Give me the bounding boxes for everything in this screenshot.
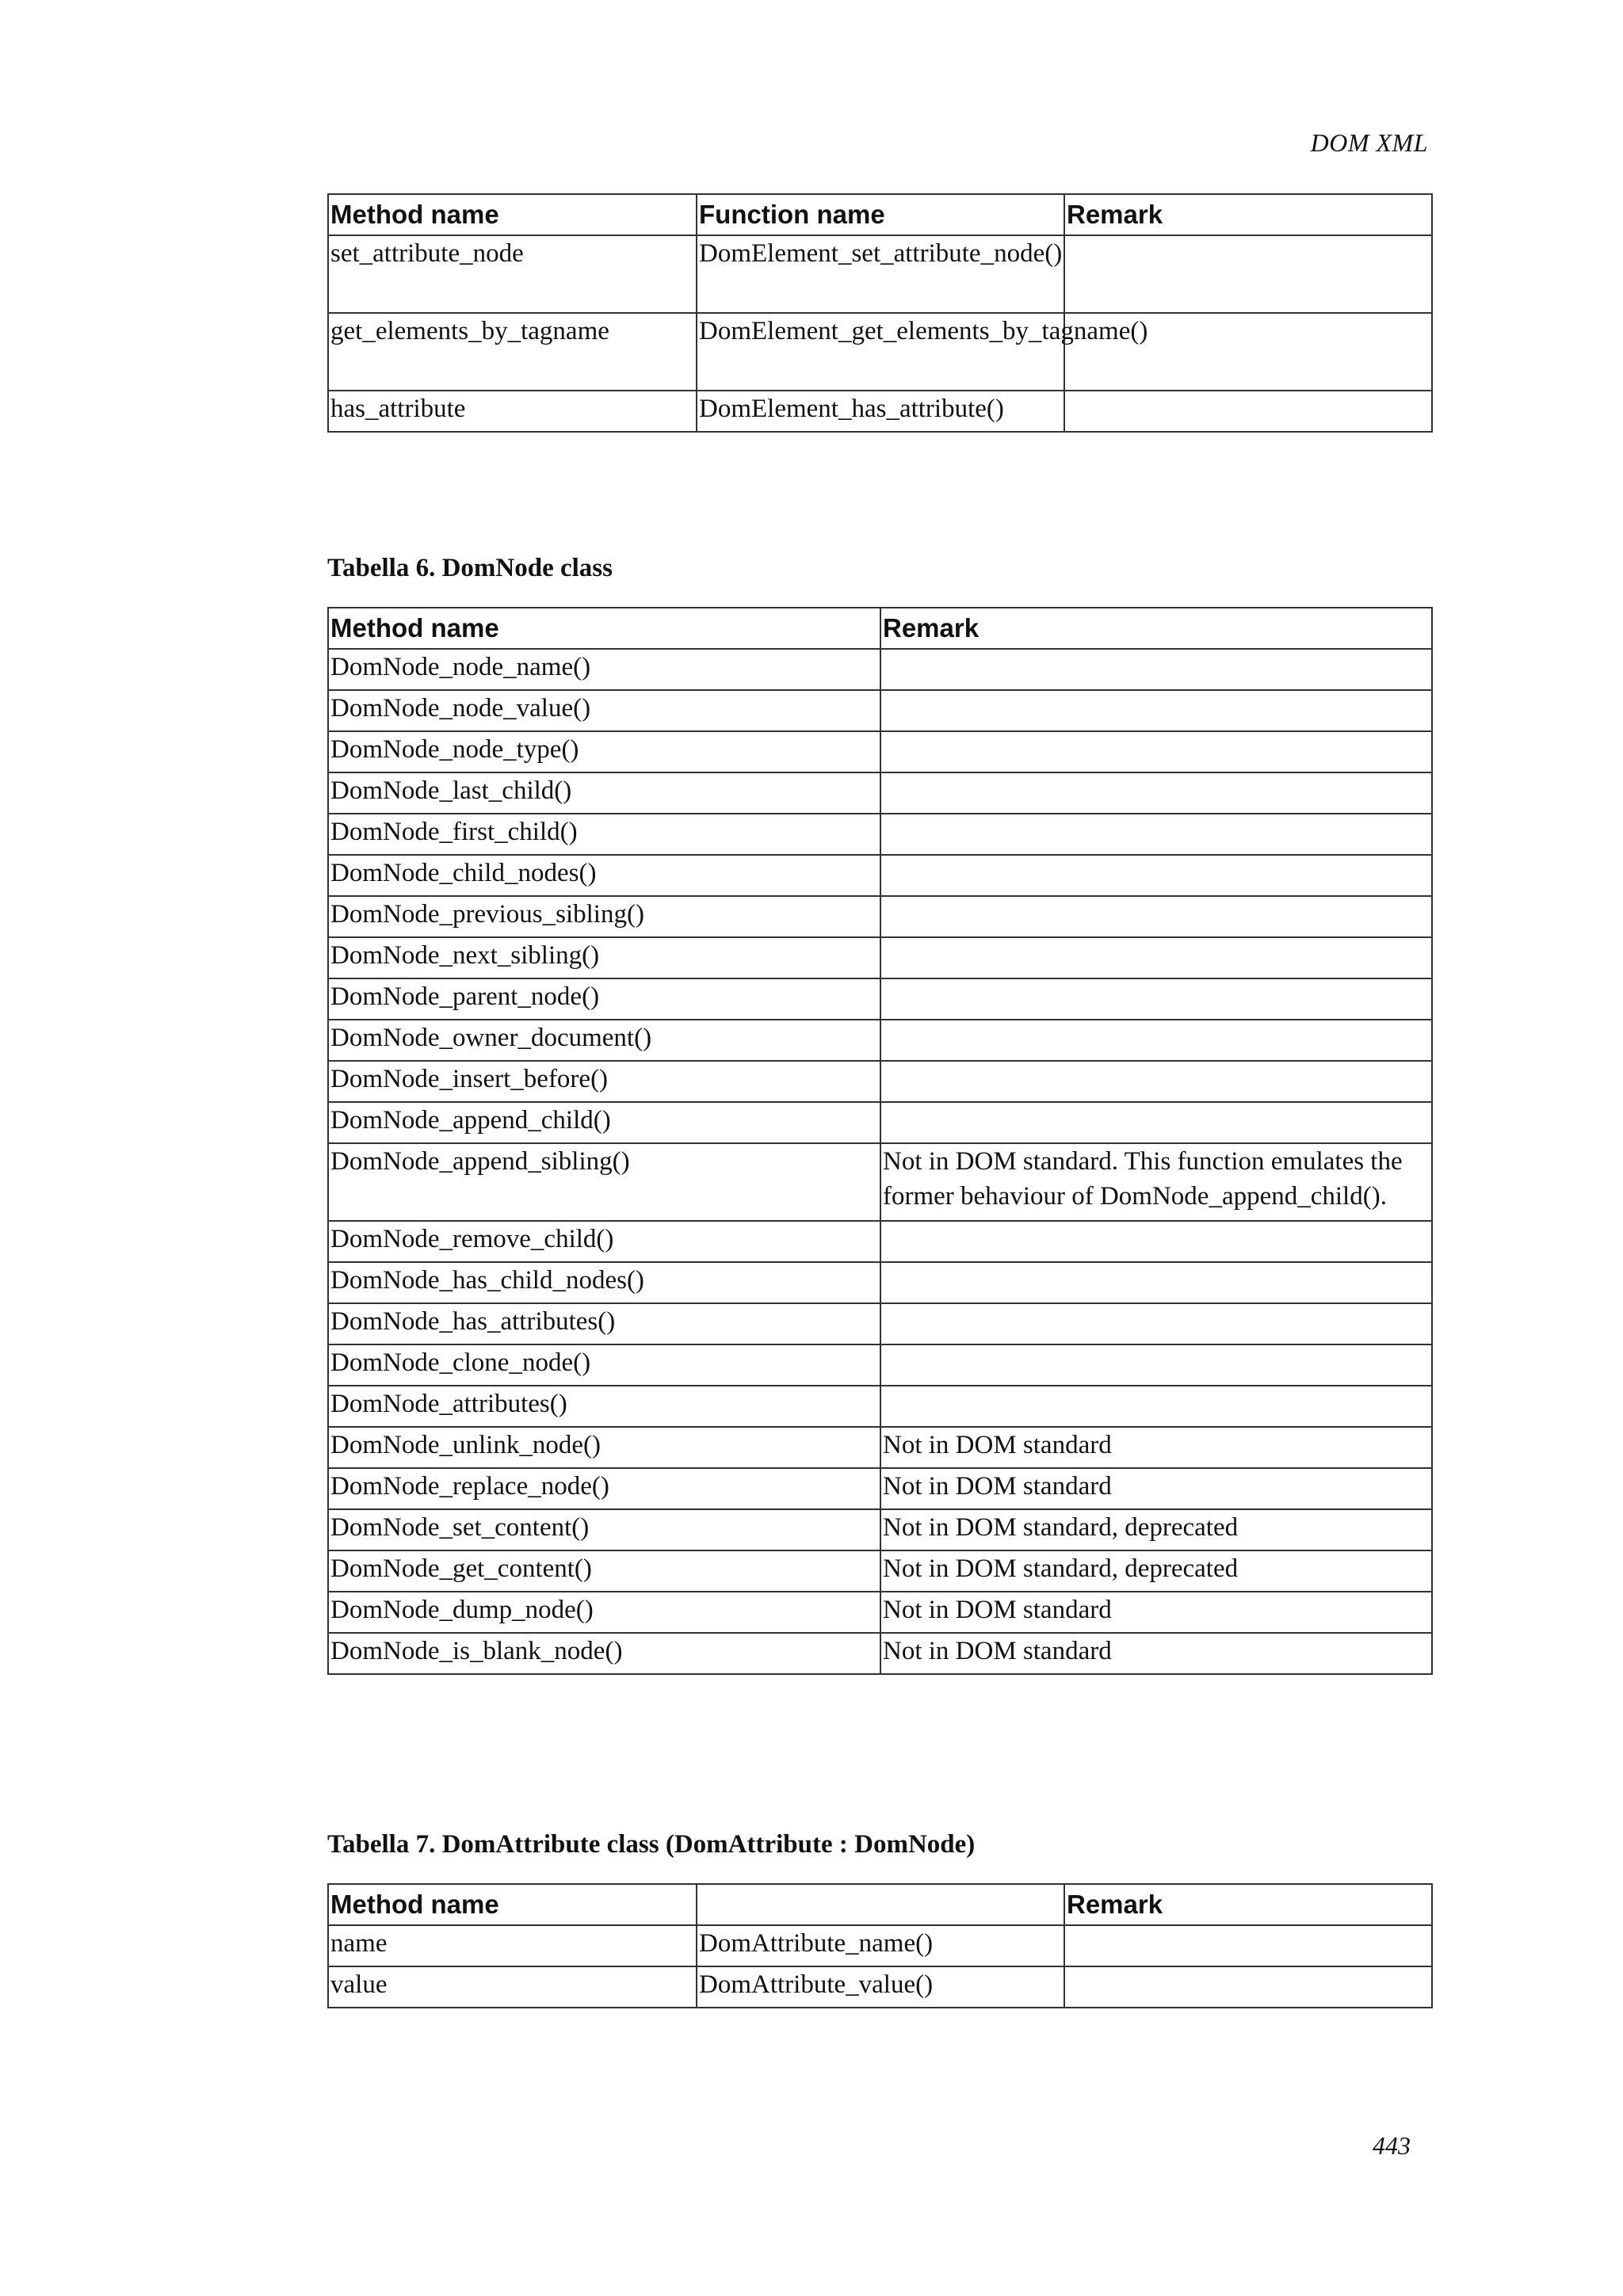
method-name-cell: DomNode_append_sibling() <box>328 1143 880 1221</box>
method-name-cell: DomNode_clone_node() <box>328 1344 880 1386</box>
remark-cell <box>880 1221 1432 1262</box>
remark-cell <box>880 814 1432 855</box>
remark-cell: Not in DOM standard <box>880 1427 1432 1468</box>
table-row <box>328 731 1432 772</box>
table-row <box>328 1633 1432 1674</box>
method-name-cell: set_attribute_node <box>328 235 697 313</box>
remark-cell <box>880 1020 1432 1061</box>
remark-cell <box>880 855 1432 896</box>
method-name-cell: DomNode_insert_before() <box>328 1061 880 1102</box>
table-row <box>328 1344 1432 1386</box>
running-header: DOM XML <box>1310 128 1428 157</box>
table-row <box>328 1303 1432 1344</box>
remark-cell: Not in DOM standard, deprecated <box>880 1509 1432 1550</box>
column-header-method-name: Method name <box>328 194 697 235</box>
column-header-method-name: Method name <box>328 1884 697 1925</box>
method-name-cell: DomNode_next_sibling() <box>328 937 880 978</box>
method-name-cell: DomNode_has_child_nodes() <box>328 1262 880 1303</box>
table-header-row <box>328 608 1432 649</box>
table-row <box>328 235 1432 313</box>
remark-cell <box>1064 391 1432 432</box>
function-name-cell: DomAttribute_value() <box>697 1966 1064 2008</box>
table-header-row <box>328 194 1432 235</box>
table-row <box>328 1468 1432 1509</box>
table-row <box>328 1262 1432 1303</box>
remark-cell: Not in DOM standard <box>880 1633 1432 1674</box>
table-row <box>328 391 1432 432</box>
remark-cell <box>1064 1925 1432 1966</box>
function-name-cell: DomElement_set_attribute_node() <box>697 235 1064 313</box>
remark-cell <box>880 649 1432 690</box>
method-name-cell: DomNode_parent_node() <box>328 978 880 1020</box>
remark-cell <box>1064 235 1432 313</box>
remark-cell: Not in DOM standard, deprecated <box>880 1550 1432 1592</box>
table-row <box>328 772 1432 814</box>
remark-cell <box>1064 1966 1432 2008</box>
remark-cell <box>880 1061 1432 1102</box>
column-header-remark: Remark <box>1064 194 1432 235</box>
table-row <box>328 1427 1432 1468</box>
method-name-cell: DomNode_unlink_node() <box>328 1427 880 1468</box>
table-row <box>328 855 1432 896</box>
method-name-cell: get_elements_by_tagname <box>328 313 697 391</box>
method-name-cell: DomNode_last_child() <box>328 772 880 814</box>
method-name-cell: DomNode_child_nodes() <box>328 855 880 896</box>
method-name-cell: DomNode_has_attributes() <box>328 1303 880 1344</box>
table6-caption: Tabella 6. DomNode class <box>327 554 613 582</box>
table-header-row <box>328 1884 1432 1925</box>
method-name-cell: DomNode_owner_document() <box>328 1020 880 1061</box>
remark-cell <box>880 1303 1432 1344</box>
remark-cell: Not in DOM standard. This function emulates the former behaviour of DomNode_append_child(). <box>880 1143 1432 1221</box>
method-name-cell: DomNode_node_type() <box>328 731 880 772</box>
remark-cell <box>880 690 1432 731</box>
column-header-function-name <box>697 1884 1064 1925</box>
column-header-method-name: Method name <box>328 608 880 649</box>
method-name-cell: DomNode_first_child() <box>328 814 880 855</box>
function-name-cell: DomElement_has_attribute() <box>697 391 1064 432</box>
remark-cell <box>880 978 1432 1020</box>
column-header-remark: Remark <box>880 608 1432 649</box>
method-name-cell: DomNode_attributes() <box>328 1386 880 1427</box>
remark-cell <box>880 896 1432 937</box>
method-name-cell: name <box>328 1925 697 1966</box>
method-name-cell: DomNode_node_name() <box>328 649 880 690</box>
remark-cell <box>880 1102 1432 1143</box>
function-name-cell: DomAttribute_name() <box>697 1925 1064 1966</box>
remark-cell <box>880 1262 1432 1303</box>
domattribute-class-table <box>327 1883 1433 2008</box>
method-name-cell: DomNode_get_content() <box>328 1550 880 1592</box>
column-header-remark: Remark <box>1064 1884 1432 1925</box>
table-row <box>328 1509 1432 1550</box>
table-row <box>328 978 1432 1020</box>
remark-cell <box>880 1344 1432 1386</box>
dom-element-methods-table <box>327 193 1433 433</box>
table-row <box>328 1592 1432 1633</box>
table-row <box>328 1550 1432 1592</box>
table-row <box>328 1966 1432 2008</box>
table-row <box>328 937 1432 978</box>
table-row <box>328 1102 1432 1143</box>
method-name-cell: DomNode_is_blank_node() <box>328 1633 880 1674</box>
method-name-cell: has_attribute <box>328 391 697 432</box>
table-row <box>328 1061 1432 1102</box>
function-name-cell: DomElement_get_elements_by_tagname() <box>697 313 1064 391</box>
remark-cell <box>880 937 1432 978</box>
method-name-cell: DomNode_set_content() <box>328 1509 880 1550</box>
table-row <box>328 814 1432 855</box>
table-row <box>328 1020 1432 1061</box>
remark-cell <box>880 1386 1432 1427</box>
table7-caption: Tabella 7. DomAttribute class (DomAttribute : DomNode) <box>327 1830 976 1859</box>
method-name-cell: DomNode_previous_sibling() <box>328 896 880 937</box>
table-row <box>328 313 1432 391</box>
domnode-class-table <box>327 607 1433 1675</box>
method-name-cell: DomNode_remove_child() <box>328 1221 880 1262</box>
table-row <box>328 1143 1432 1221</box>
method-name-cell: DomNode_replace_node() <box>328 1468 880 1509</box>
column-header-function-name: Function name <box>697 194 1064 235</box>
table-row <box>328 1221 1432 1262</box>
method-name-cell: DomNode_node_value() <box>328 690 880 731</box>
table-row <box>328 1386 1432 1427</box>
table-row <box>328 1925 1432 1966</box>
remark-cell: Not in DOM standard <box>880 1592 1432 1633</box>
page-number: 443 <box>1373 2131 1411 2160</box>
table-row <box>328 649 1432 690</box>
table-row <box>328 690 1432 731</box>
method-name-cell: value <box>328 1966 697 2008</box>
remark-cell: Not in DOM standard <box>880 1468 1432 1509</box>
method-name-cell: DomNode_append_child() <box>328 1102 880 1143</box>
method-name-cell: DomNode_dump_node() <box>328 1592 880 1633</box>
remark-cell <box>880 731 1432 772</box>
remark-cell <box>880 772 1432 814</box>
table-row <box>328 896 1432 937</box>
